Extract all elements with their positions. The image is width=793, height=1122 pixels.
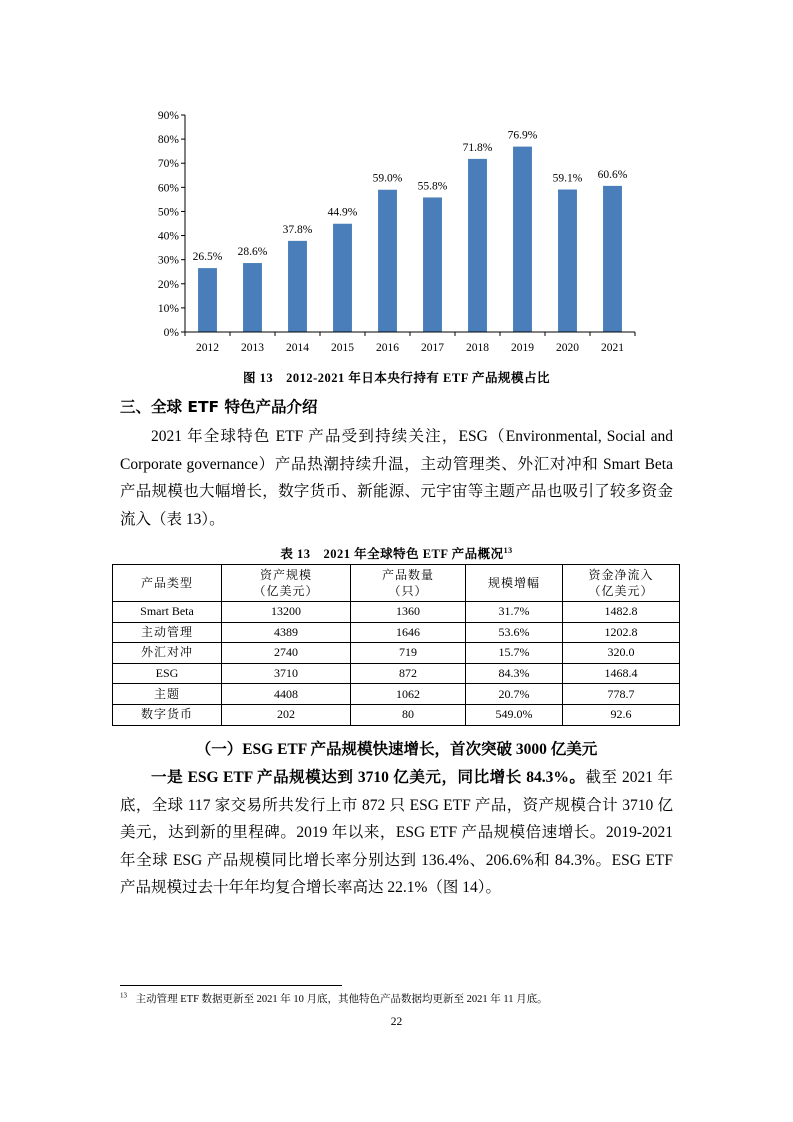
intro-paragraph: 2021 年全球特色 ETF 产品受到持续关注，ESG（Environmental, Social and Corporate governance）产品热潮持续升温，主动管理类、外汇对冲和 Smart Beta 产品规模也大幅增长，数字货币、新能源、元宇宙等主题产品也吸引了较多资金流入（表 13）。 [120,428,673,528]
header-label: 资产规模 [259,568,312,582]
cell-assets: 202 [222,704,351,725]
x-tick-label: 2017 [421,342,444,354]
table-row [113,643,680,664]
header-label: 规模增幅 [487,576,540,590]
table-row [113,663,680,684]
cell-assets: 4408 [222,684,351,705]
cell-count: 1646 [351,622,466,643]
x-tick-label: 2016 [376,342,399,354]
lead-bold-text: 一是 ESG ETF 产品规模达到 3710 亿美元，同比增长 84.3%。 [151,769,586,786]
cell-inflow: 1202.8 [563,622,680,643]
x-tick-label: 2015 [331,342,354,354]
cell-type: Smart Beta [113,602,222,623]
cell-type: 外汇对冲 [113,643,222,664]
table-caption-footnote-mark: 13 [503,545,513,555]
x-tick-label: 2013 [241,342,264,354]
cell-count: 719 [351,643,466,664]
y-tick-label: 80% [157,134,179,147]
data-label: 59.1% [552,172,583,185]
header-asset-size [222,565,351,602]
table-row [113,602,680,623]
x-tick-label: 2018 [466,342,489,354]
header-product-count [351,565,466,602]
cell-growth: 20.7% [466,684,563,705]
table-row [113,704,680,725]
table-row [113,684,680,705]
y-tick-label: 20% [157,278,179,291]
data-label: 37.8% [282,223,313,236]
data-label: 26.5% [192,251,223,264]
bar [243,263,262,332]
page-number: 22 [390,1016,403,1028]
footnote-text: 主动管理 ETF 数据更新至 2021 年 10 月底，其他特色产品数据均更新至 2021 年 11 月底。 [135,994,548,1005]
cell-assets: 3710 [222,663,351,684]
bar-series [193,130,628,332]
special-etf-table [112,564,680,726]
footnote-mark: 13 [120,991,127,1000]
cell-inflow: 320.0 [563,643,680,664]
header-unit: （亿美元） [588,584,654,598]
bar [198,268,217,332]
x-tick-label: 2012 [196,342,219,354]
cell-count: 1062 [351,684,466,705]
cell-growth: 549.0% [466,704,563,725]
cell-type: 主动管理 [113,622,222,643]
y-axis [158,110,185,339]
header-unit: （亿美元） [253,584,319,598]
cell-growth: 31.7% [466,602,563,623]
bar [603,186,622,332]
cell-growth: 84.3% [466,663,563,684]
section-paragraph [120,423,673,533]
header-growth [466,565,563,602]
bar [558,190,577,332]
y-tick-label: 30% [157,254,179,267]
table-header-row [113,565,680,602]
table-caption-text: 表 13 2021 年全球特色 ETF 产品概况 [280,547,504,561]
bar [513,147,532,332]
cell-inflow: 1482.8 [563,602,680,623]
bar [333,224,352,332]
bar [288,241,307,332]
bar [468,159,487,332]
bar [423,197,442,332]
header-product-type [113,565,222,602]
cell-type: 数字货币 [113,704,222,725]
header-net-inflow [563,565,680,602]
header-label: 产品数量 [381,568,434,582]
y-tick-label: 60% [157,182,179,195]
x-axis [185,332,635,354]
table-caption [0,544,793,562]
y-tick-label: 70% [157,158,179,171]
subsection-paragraph [120,764,673,902]
footnote [120,991,680,1006]
data-label: 59.0% [372,172,403,185]
x-tick-label: 2014 [286,342,309,354]
x-tick-label: 2021 [601,342,624,354]
y-tick-label: 40% [157,230,179,243]
data-label: 71.8% [462,141,493,154]
cell-count: 872 [351,663,466,684]
y-tick-label: 90% [157,110,179,122]
cell-assets: 4389 [222,622,351,643]
cell-assets: 2740 [222,643,351,664]
y-tick-label: 10% [157,302,179,315]
table-row [113,622,680,643]
data-label: 28.6% [237,246,268,259]
body-text: 截至 2021 年底，全球 117 家交易所共发行上市 872 只 ESG ETF 产品，资产规模合计 3710 亿美元，达到新的里程碑。2019 年以来，ESG ETF 产品规模倍速增长。2019-2021 年全球 ESG 产品规模同比增长率分别达到 136.4%、206.6%和 84.3%。ESG ETF 产品规模过去十年年均复合增长率高达 22.1%（图 14）。 [120,769,673,896]
cell-count: 80 [351,704,466,725]
cell-type: ESG [113,663,222,684]
x-tick-label: 2020 [556,342,579,354]
data-label: 60.6% [597,168,628,181]
cell-growth: 53.6% [466,622,563,643]
header-unit: （只） [388,584,428,598]
subsection-title: （一）ESG ETF 产品规模快速增长，首次突破 3000 亿美元 [195,741,598,758]
data-label: 44.9% [327,206,358,219]
x-tick-label: 2019 [511,342,534,354]
cell-type: 主题 [113,684,222,705]
cell-growth: 15.7% [466,643,563,664]
etf-holding-ratio-chart [130,100,650,365]
header-label: 资金净流入 [588,568,654,582]
header-label: 产品类型 [140,576,193,590]
esg-paragraph [120,764,673,902]
bar [378,190,397,332]
data-label: 55.8% [417,180,448,193]
cell-assets: 13200 [222,602,351,623]
cell-inflow: 778.7 [563,684,680,705]
data-label: 76.9% [507,129,538,142]
footnote-divider [120,985,342,986]
section-title: 三、全球 ETF 特色产品介绍 [120,398,318,416]
y-tick-label: 0% [163,327,179,339]
cell-count: 1360 [351,602,466,623]
cell-inflow: 1468.4 [563,663,680,684]
cell-inflow: 92.6 [563,704,680,725]
bar-chart-svg [130,100,650,365]
figure-caption: 图 13 2012-2021 年日本央行持有 ETF 产品规模占比 [242,371,550,385]
y-tick-label: 50% [157,206,179,219]
